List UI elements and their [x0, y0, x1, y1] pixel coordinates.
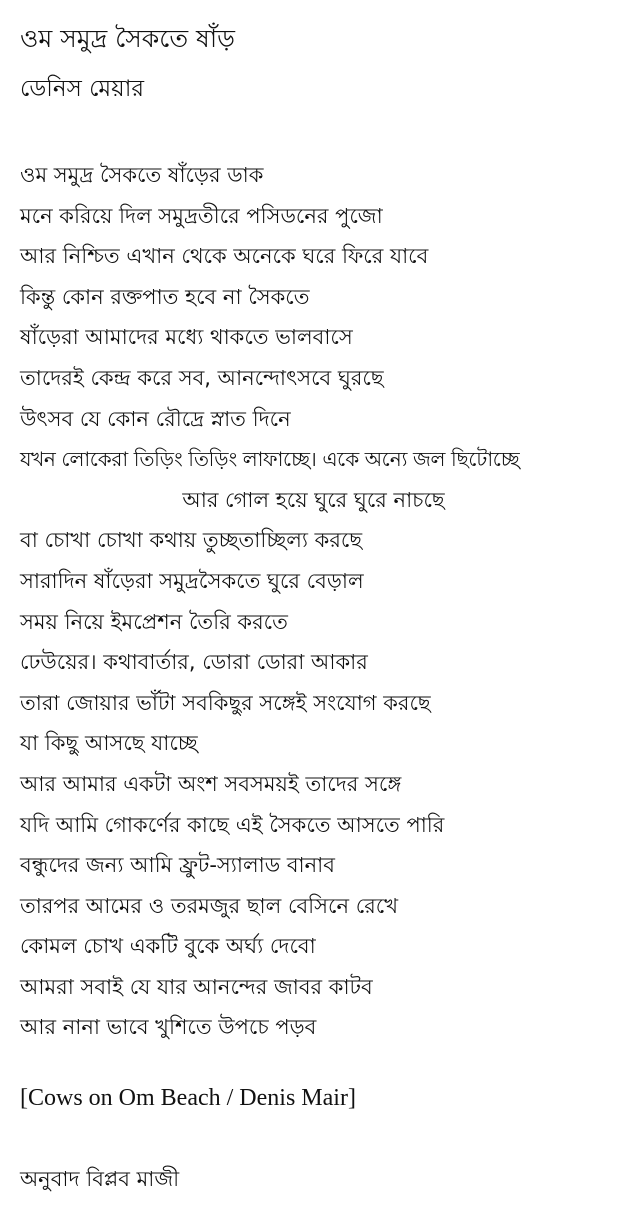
poem-line: কোমল চোখ একটি বুকে অর্ঘ্য দেবো	[20, 934, 316, 959]
poem-body	[20, 159, 635, 1052]
poem-line: যদি আমি গোকর্ণের কাছে এই সৈকতে আসতে পারি	[20, 812, 445, 837]
poem-line-centered: আর গোল হয়ে ঘুরে ঘুরে নাচছে	[182, 487, 445, 512]
poem-line: যা কিছু আসছে যাচ্ছে	[20, 731, 198, 756]
poem-line: মনে করিয়ে দিল সমুদ্রতীরে পসিডনের পুজো	[20, 203, 383, 228]
poem-line: আমরা সবাই যে যার আনন্দের জাবর কাটব	[20, 974, 373, 999]
poem-line: ষাঁড়েরা আমাদের মধ্যে থাকতে ভালবাসে	[20, 325, 353, 350]
poem-line: বা চোখা চোখা কথায় তুচ্ছতাচ্ছিল্য করছে	[20, 528, 363, 553]
poem-title: ওম সমুদ্র সৈকতে ষাঁড়	[20, 24, 235, 53]
poem-line: আর আমার একটা অংশ সবসময়ই তাদের সঙ্গে	[20, 771, 402, 796]
poem-line: ওম সমুদ্র সৈকতে ষাঁড়ের ডাক	[20, 163, 264, 187]
source-citation: [Cows on Om Beach / Denis Mair]	[20, 1085, 356, 1111]
poem-line: বন্ধুদের জন্য আমি ফ্রুট-স্যালাড বানাব	[20, 853, 335, 878]
poem-line: আর নিশ্চিত এখান থেকে অনেকে ঘরে ফিরে যাবে	[20, 244, 429, 269]
translator-credit: অনুবাদ বিপ্লব মাজী	[20, 1167, 180, 1191]
poem-line: কিন্তু কোন রক্তপাত হবে না সৈকতে	[20, 284, 310, 309]
poem-line: যখন লোকেরা তিড়িং তিড়িং লাফাচ্ছে। একে অন্যে জল ছিটোচ্ছে	[20, 447, 520, 472]
poem-line: সারাদিন ষাঁড়েরা সমুদ্রসৈকতে ঘুরে বেড়াল	[20, 568, 364, 593]
poem-line: উৎসব যে কোন রৌদ্রে স্নাত দিনে	[20, 406, 291, 431]
poem-line: তারা জোয়ার ভাঁটা সবকিছুর সঙ্গেই সংযোগ করছে	[20, 690, 431, 715]
poem-line: ঢেউয়ের। কথাবার্তার, ডোরা ডোরা আকার	[20, 650, 368, 675]
poem-line: তারপর আমের ও তরমজুর ছাল বেসিনে রেখে	[20, 893, 398, 918]
poem-line: সময় নিয়ে ইমপ্রেশন তৈরি করতে	[20, 609, 288, 634]
poem-line: আর নানা ভাবে খুশিতে উপচে পড়ব	[20, 1015, 317, 1040]
poem-author: ডেনিস মেয়ার	[20, 76, 145, 102]
poem-line: তাদেরই কেন্দ্র করে সব, আনন্দোৎসবে ঘুরছে	[20, 365, 384, 390]
